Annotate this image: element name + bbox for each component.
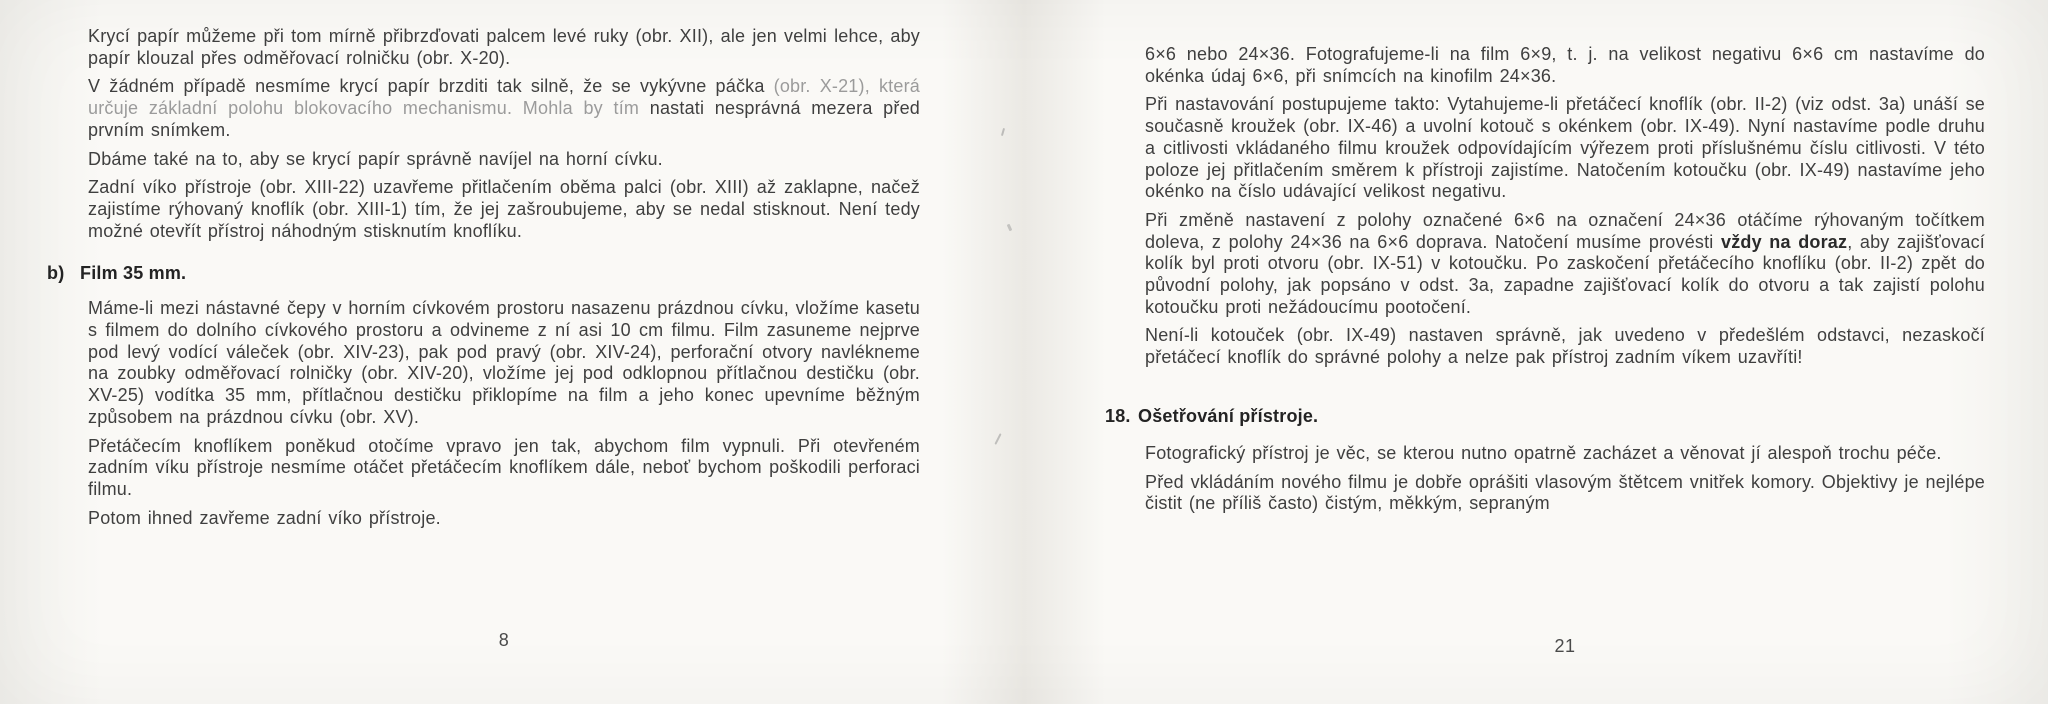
paragraph-krycí-papir: Krycí papír můžeme při tom mírně přibrzďovati palcem levé ruky (obr. XII), ale jen velmi lehce, aby papír klouzal přes odměřovací rolničku (obr. X-20). (88, 26, 920, 68)
paragraph-fotograficky-pristroj: Fotografický přístroj je věc, se kterou nutno opatrně zacházet a věnovat jí alespoň trochu péče. (1145, 442, 1942, 463)
left-text-block (47, 26, 920, 536)
paragraph-pred-vkladanim: Před vkládáním nového filmu je dobře oprášiti vlasovým štětcem vnitřek komory. Objektivy je nejlépe čistit (ne příliš často) čistým, měkkým, sepraným (1145, 471, 1985, 514)
paragraph-pri-zmene-nastaveni (1145, 210, 1985, 319)
paragraph-zadni-viko: Zadní víko přístroje (obr. XIII-22) uzavřeme přitlačením oběma palci (obr. XIII) až zaklapne, načež zajistíme rýhovaný knoflík (obr. XIII-1) tím, že jej zašroubujeme, aby se nedal stisknout. Není tedy možné otevřít přístroj náhodným stisknutím knoflíku. (88, 177, 920, 241)
paragraph-segment: Při změně nastavení z polohy označené 6×6 na označení 24×36 otáčíme rýhovaným točítkem doleva, z polohy 24×36 na 6×6 doprava. Natočení musíme provésti (1145, 209, 1985, 252)
page-right (1024, 0, 2048, 704)
paragraph-6x6-nebo: 6×6 nebo 24×36. Fotografujeme-li na film 6×9, t. j. na velikost negativu 6×6 cm nastavíme do okénka údaj 6×6, při snímcích na kinofilm 24×36. (1145, 44, 1985, 86)
right-text-block (1105, 44, 1985, 522)
paragraph-neni-li-kotoucek: Není-li kotouček (obr. IX-49) nastaven správně, jak uvedeno v předešlém odstavci, nezaskočí přetáčecí knoflík do správné polohy a nelze pak přístroj zadním víkem uzavříti! (1145, 325, 1985, 368)
section-title: Ošetřování přístroje. (1138, 405, 1319, 426)
page-number-left: 8 (498, 630, 510, 650)
paragraph-segment: V žádném případě nesmíme krycí papír brzditi tak silně, že se vykývne páčka (88, 76, 765, 97)
paragraph-segment-bold: vždy na doraz (1721, 231, 1848, 252)
section-heading-film-35mm (47, 262, 920, 284)
section-heading-osetrovani-pristroje (1105, 405, 1985, 427)
paragraph-potom-ihned: Potom ihned zavřeme zadní víko přístroje. (88, 507, 441, 528)
paragraph-v-zadnem-pripade (88, 76, 920, 141)
paragraph-pretacecim-knoflikem: Přetáčecím knoflíkem poněkud otočíme vpravo jen tak, abychom film vypnuli. Při otevřeném zadním víku přístroje nesmíme otáčet přetáčecím knoflíkem dále, neboť bychom poškodili perforaci filmu. (88, 435, 920, 499)
paragraph-mame-li: Máme-li mezi nástavné čepy v horním cívkovém prostoru nasazenu prázdnou cívku, vložíme kasetu s filmem do dolního cívkového prostoru a odvineme z ní asi 10 cm filmu. Film zasuneme nejprve pod levý vodící váleček (obr. XIV-23), pak pod pravý (obr. XIV-24), perforační otvory navlékneme na zoubky odměřovací rolničky (obr. XIV-20), vložíme jej pod odklopnou přítlačnou destičku (obr. XV-25) vodítka 35 mm, přítlačnou destičku přiklopíme na film a jeho konec upevníme běžným způsobem na prázdnou cívku (obr. XV). (88, 298, 920, 427)
paragraph-segment: , aby zajišťovací kolík byl proti otvoru (obr. IX-51) v kotoučku. Po zaskočení přetáčecího knoflíku (obr. II-2) zpět do původní polohy, jak popsáno v odst. 3a, zapadne zajišťovací kolík do otvoru a tak zajistí polohu kotoučku proti nežádoucímu pootočení. (1145, 231, 1985, 317)
paragraph-segment-faded: (obr. X-21), která určuje základní polohu blokovacího mechanismu. Mohla by tím (88, 76, 920, 119)
paragraph-pri-nastavovani: Při nastavování postupujeme takto: Vytahujeme-li přetáčecí knoflík (obr. II-2) (viz odst. 3a) unáší se současně kroužek (obr. IX-46) a uvolní kotouč s okénkem (obr. IX-49). Nyní nastavíme podle druhu a citlivosti vkládaného filmu kroužek odpovídajícím výřezem proti příslušnému číslu citlivosti. V této poloze jej přitlačením směrem k přístroji zajistíme. Natočením kotoučku (obr. IX-49) nastavíme jeho okénko na číslo udávající velikost negativu. (1145, 94, 1985, 202)
section-number: 18. (1105, 405, 1131, 426)
paragraph-dbame-take: Dbáme také na to, aby se krycí papír správně navíjel na horní cívku. (88, 148, 663, 169)
section-label: b) (47, 263, 65, 284)
page-number-right: 21 (1554, 636, 1576, 656)
section-title: Film 35 mm. (80, 263, 187, 284)
paragraph-segment: nastati nesprávná mezera před prvním snímkem. (88, 98, 920, 140)
